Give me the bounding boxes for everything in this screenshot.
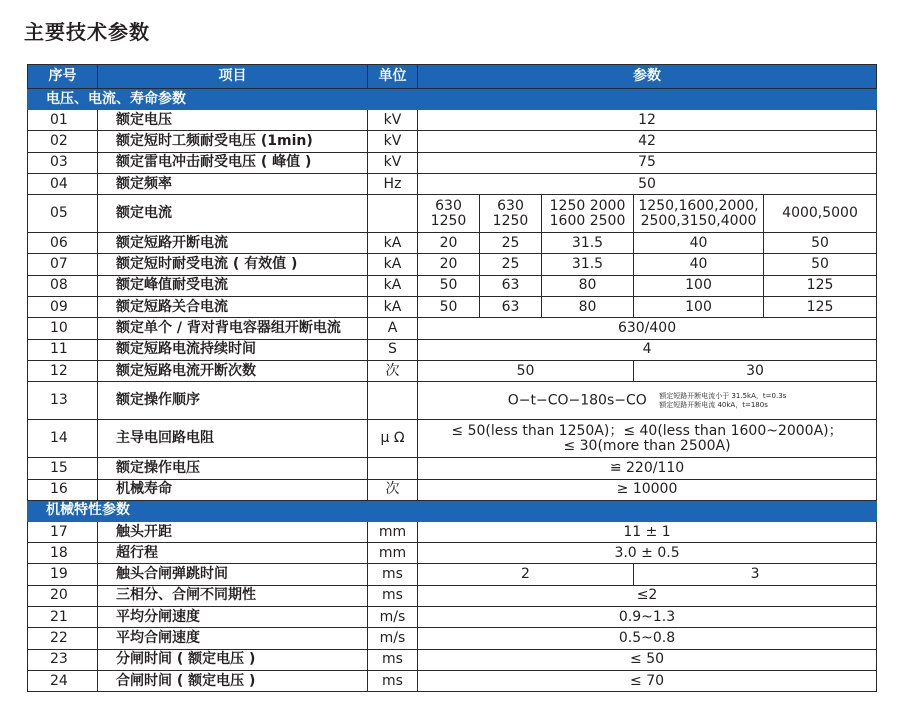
row-value: 80 [542, 275, 634, 296]
row-no: 10 [28, 318, 98, 339]
row-item: 三相分、合闸不同期性 [98, 585, 368, 606]
row-value: 40 [634, 233, 764, 254]
row-value [418, 382, 877, 420]
row-value: 63 [480, 275, 542, 296]
row-value: ≥ 10000 [418, 479, 877, 500]
table-row [28, 479, 877, 500]
row-value: 0.9~1.3 [418, 607, 877, 628]
row-item: 超行程 [98, 543, 368, 564]
row-value [480, 195, 542, 233]
section-title: 电压、电流、寿命参数 [28, 89, 877, 110]
row-no: 24 [28, 670, 98, 691]
row-no: 08 [28, 275, 98, 296]
row-no: 23 [28, 649, 98, 670]
row-no: 21 [28, 607, 98, 628]
spec-table [27, 64, 877, 692]
table-row [28, 420, 877, 458]
table-row [28, 173, 877, 194]
table-row [28, 564, 877, 585]
row-item: 触头合闸弹跳时间 [98, 564, 368, 585]
row-value: 42 [418, 131, 877, 152]
row-no: 15 [28, 458, 98, 479]
note-line: 额定短路开断电流小于 31.5kA，t=0.3s [659, 391, 787, 400]
note-line: 额定短路开断电流 40kA，t=180s [659, 400, 768, 409]
value-line: 1600 2500 [549, 212, 626, 229]
row-value: 20 [418, 254, 480, 275]
row-value: 50 [418, 275, 480, 296]
row-unit: m/s [368, 628, 418, 649]
table-row [28, 275, 877, 296]
row-no: 05 [28, 195, 98, 233]
row-no: 20 [28, 585, 98, 606]
row-value: 11 ± 1 [418, 521, 877, 542]
row-item: 额定电压 [98, 110, 368, 131]
row-no: 09 [28, 297, 98, 318]
row-item: 额定频率 [98, 173, 368, 194]
row-value: 12 [418, 110, 877, 131]
row-unit: kV [368, 110, 418, 131]
row-unit: S [368, 339, 418, 360]
table-row [28, 521, 877, 542]
row-item: 额定电流 [98, 195, 368, 233]
table-row [28, 131, 877, 152]
row-item: 合闸时间 ( 额定电压 ) [98, 670, 368, 691]
value-line: 1250 [430, 212, 467, 229]
table-row [28, 628, 877, 649]
row-no: 12 [28, 360, 98, 381]
row-item: 额定短路电流持续时间 [98, 339, 368, 360]
value-line: 630 [497, 197, 524, 214]
row-no: 22 [28, 628, 98, 649]
table-row [28, 649, 877, 670]
table-row [28, 152, 877, 173]
row-no: 14 [28, 420, 98, 458]
table-row [28, 543, 877, 564]
row-no: 03 [28, 152, 98, 173]
row-value: 0.5~0.8 [418, 628, 877, 649]
value-line: 1250 2000 [549, 197, 626, 214]
row-value: 3 [634, 564, 877, 585]
row-item: 平均合闸速度 [98, 628, 368, 649]
sequence-note [659, 392, 786, 410]
row-no: 18 [28, 543, 98, 564]
row-value: 40 [634, 254, 764, 275]
table-row [28, 233, 877, 254]
table-row [28, 585, 877, 606]
row-item: 额定短路开断电流 [98, 233, 368, 254]
row-item: 额定短时耐受电流 ( 有效值 ) [98, 254, 368, 275]
row-unit [368, 382, 418, 420]
row-value: 30 [634, 360, 877, 381]
header-no: 序号 [28, 65, 98, 89]
row-value: 50 [764, 254, 877, 275]
row-no: 07 [28, 254, 98, 275]
row-value: 3.0 ± 0.5 [418, 543, 877, 564]
header-param: 参数 [418, 65, 877, 89]
row-no: 01 [28, 110, 98, 131]
row-unit: Hz [368, 173, 418, 194]
row-unit: ms [368, 585, 418, 606]
value-line: ≤ 30(more than 2500A) [563, 437, 731, 454]
row-value: 125 [764, 275, 877, 296]
row-value: 4000,5000 [764, 195, 877, 233]
row-value: 100 [634, 275, 764, 296]
row-value: 50 [418, 360, 634, 381]
row-item: 额定操作电压 [98, 458, 368, 479]
row-value: 31.5 [542, 233, 634, 254]
header-unit: 单位 [368, 65, 418, 89]
row-value: 50 [764, 233, 877, 254]
row-unit: ms [368, 649, 418, 670]
row-item: 额定雷电冲击耐受电压 ( 峰值 ) [98, 152, 368, 173]
row-unit: mm [368, 543, 418, 564]
row-value: 125 [764, 297, 877, 318]
row-unit: μ Ω [368, 420, 418, 458]
row-value: 75 [418, 152, 877, 173]
row-unit: mm [368, 521, 418, 542]
section-header [28, 500, 877, 521]
value-line: 630 [435, 197, 462, 214]
row-value: 25 [480, 233, 542, 254]
value-line: ≤ 50(less than 1250A)；≤ 40(less than 1600~2000A)； [451, 422, 843, 439]
row-unit [368, 458, 418, 479]
row-unit: 次 [368, 479, 418, 500]
table-row [28, 195, 877, 233]
row-value: 50 [418, 173, 877, 194]
row-value: 20 [418, 233, 480, 254]
row-unit: 次 [368, 360, 418, 381]
row-item: 额定操作顺序 [98, 382, 368, 420]
row-value: 4 [418, 339, 877, 360]
row-value: 630/400 [418, 318, 877, 339]
header-item: 项目 [98, 65, 368, 89]
table-row [28, 254, 877, 275]
row-value [418, 195, 480, 233]
row-no: 02 [28, 131, 98, 152]
row-unit: kA [368, 254, 418, 275]
table-row [28, 382, 877, 420]
table-row [28, 110, 877, 131]
row-no: 13 [28, 382, 98, 420]
row-item: 额定短路关合电流 [98, 297, 368, 318]
row-value: ≤2 [418, 585, 877, 606]
table-header [28, 65, 877, 89]
row-value: ≤ 70 [418, 670, 877, 691]
row-value: 50 [418, 297, 480, 318]
row-item: 分闸时间 ( 额定电压 ) [98, 649, 368, 670]
row-item: 额定峰值耐受电流 [98, 275, 368, 296]
row-value: 2 [418, 564, 634, 585]
row-no: 04 [28, 173, 98, 194]
table-row [28, 360, 877, 381]
row-value: ≌ 220/110 [418, 458, 877, 479]
row-value: 25 [480, 254, 542, 275]
page-title: 主要技术参数 [24, 20, 150, 44]
row-unit: A [368, 318, 418, 339]
row-no: 11 [28, 339, 98, 360]
row-no: 19 [28, 564, 98, 585]
row-no: 06 [28, 233, 98, 254]
row-unit: m/s [368, 607, 418, 628]
row-unit [368, 195, 418, 233]
table-row [28, 458, 877, 479]
row-value: ≤ 50 [418, 649, 877, 670]
value-line: 1250 [492, 212, 529, 229]
row-value: 80 [542, 297, 634, 318]
row-unit: kA [368, 275, 418, 296]
table-row [28, 339, 877, 360]
row-no: 17 [28, 521, 98, 542]
row-value [542, 195, 634, 233]
row-item: 机械寿命 [98, 479, 368, 500]
row-item: 平均分闸速度 [98, 607, 368, 628]
row-item: 额定短时工频耐受电压 (1min) [98, 131, 368, 152]
operation-sequence: O−t−CO−180s−CO [507, 392, 647, 409]
row-item: 额定短路电流开断次数 [98, 360, 368, 381]
section-header [28, 89, 877, 110]
row-value: 63 [480, 297, 542, 318]
table-row [28, 297, 877, 318]
table-row [28, 318, 877, 339]
value-line: 1250,1600,2000, [638, 197, 759, 214]
row-unit: kV [368, 152, 418, 173]
value-line: 2500,3150,4000 [640, 212, 757, 229]
row-value: 100 [634, 297, 764, 318]
section-title: 机械特性参数 [28, 500, 877, 521]
row-unit: kA [368, 297, 418, 318]
row-no: 16 [28, 479, 98, 500]
row-value [418, 420, 877, 458]
row-unit: ms [368, 670, 418, 691]
row-item: 主导电回路电阻 [98, 420, 368, 458]
row-value: 31.5 [542, 254, 634, 275]
row-value [634, 195, 764, 233]
table-row [28, 607, 877, 628]
table-row [28, 670, 877, 691]
row-item: 额定单个 / 背对背电容器组开断电流 [98, 318, 368, 339]
row-unit: ms [368, 564, 418, 585]
row-unit: kA [368, 233, 418, 254]
row-item: 触头开距 [98, 521, 368, 542]
row-unit: kV [368, 131, 418, 152]
